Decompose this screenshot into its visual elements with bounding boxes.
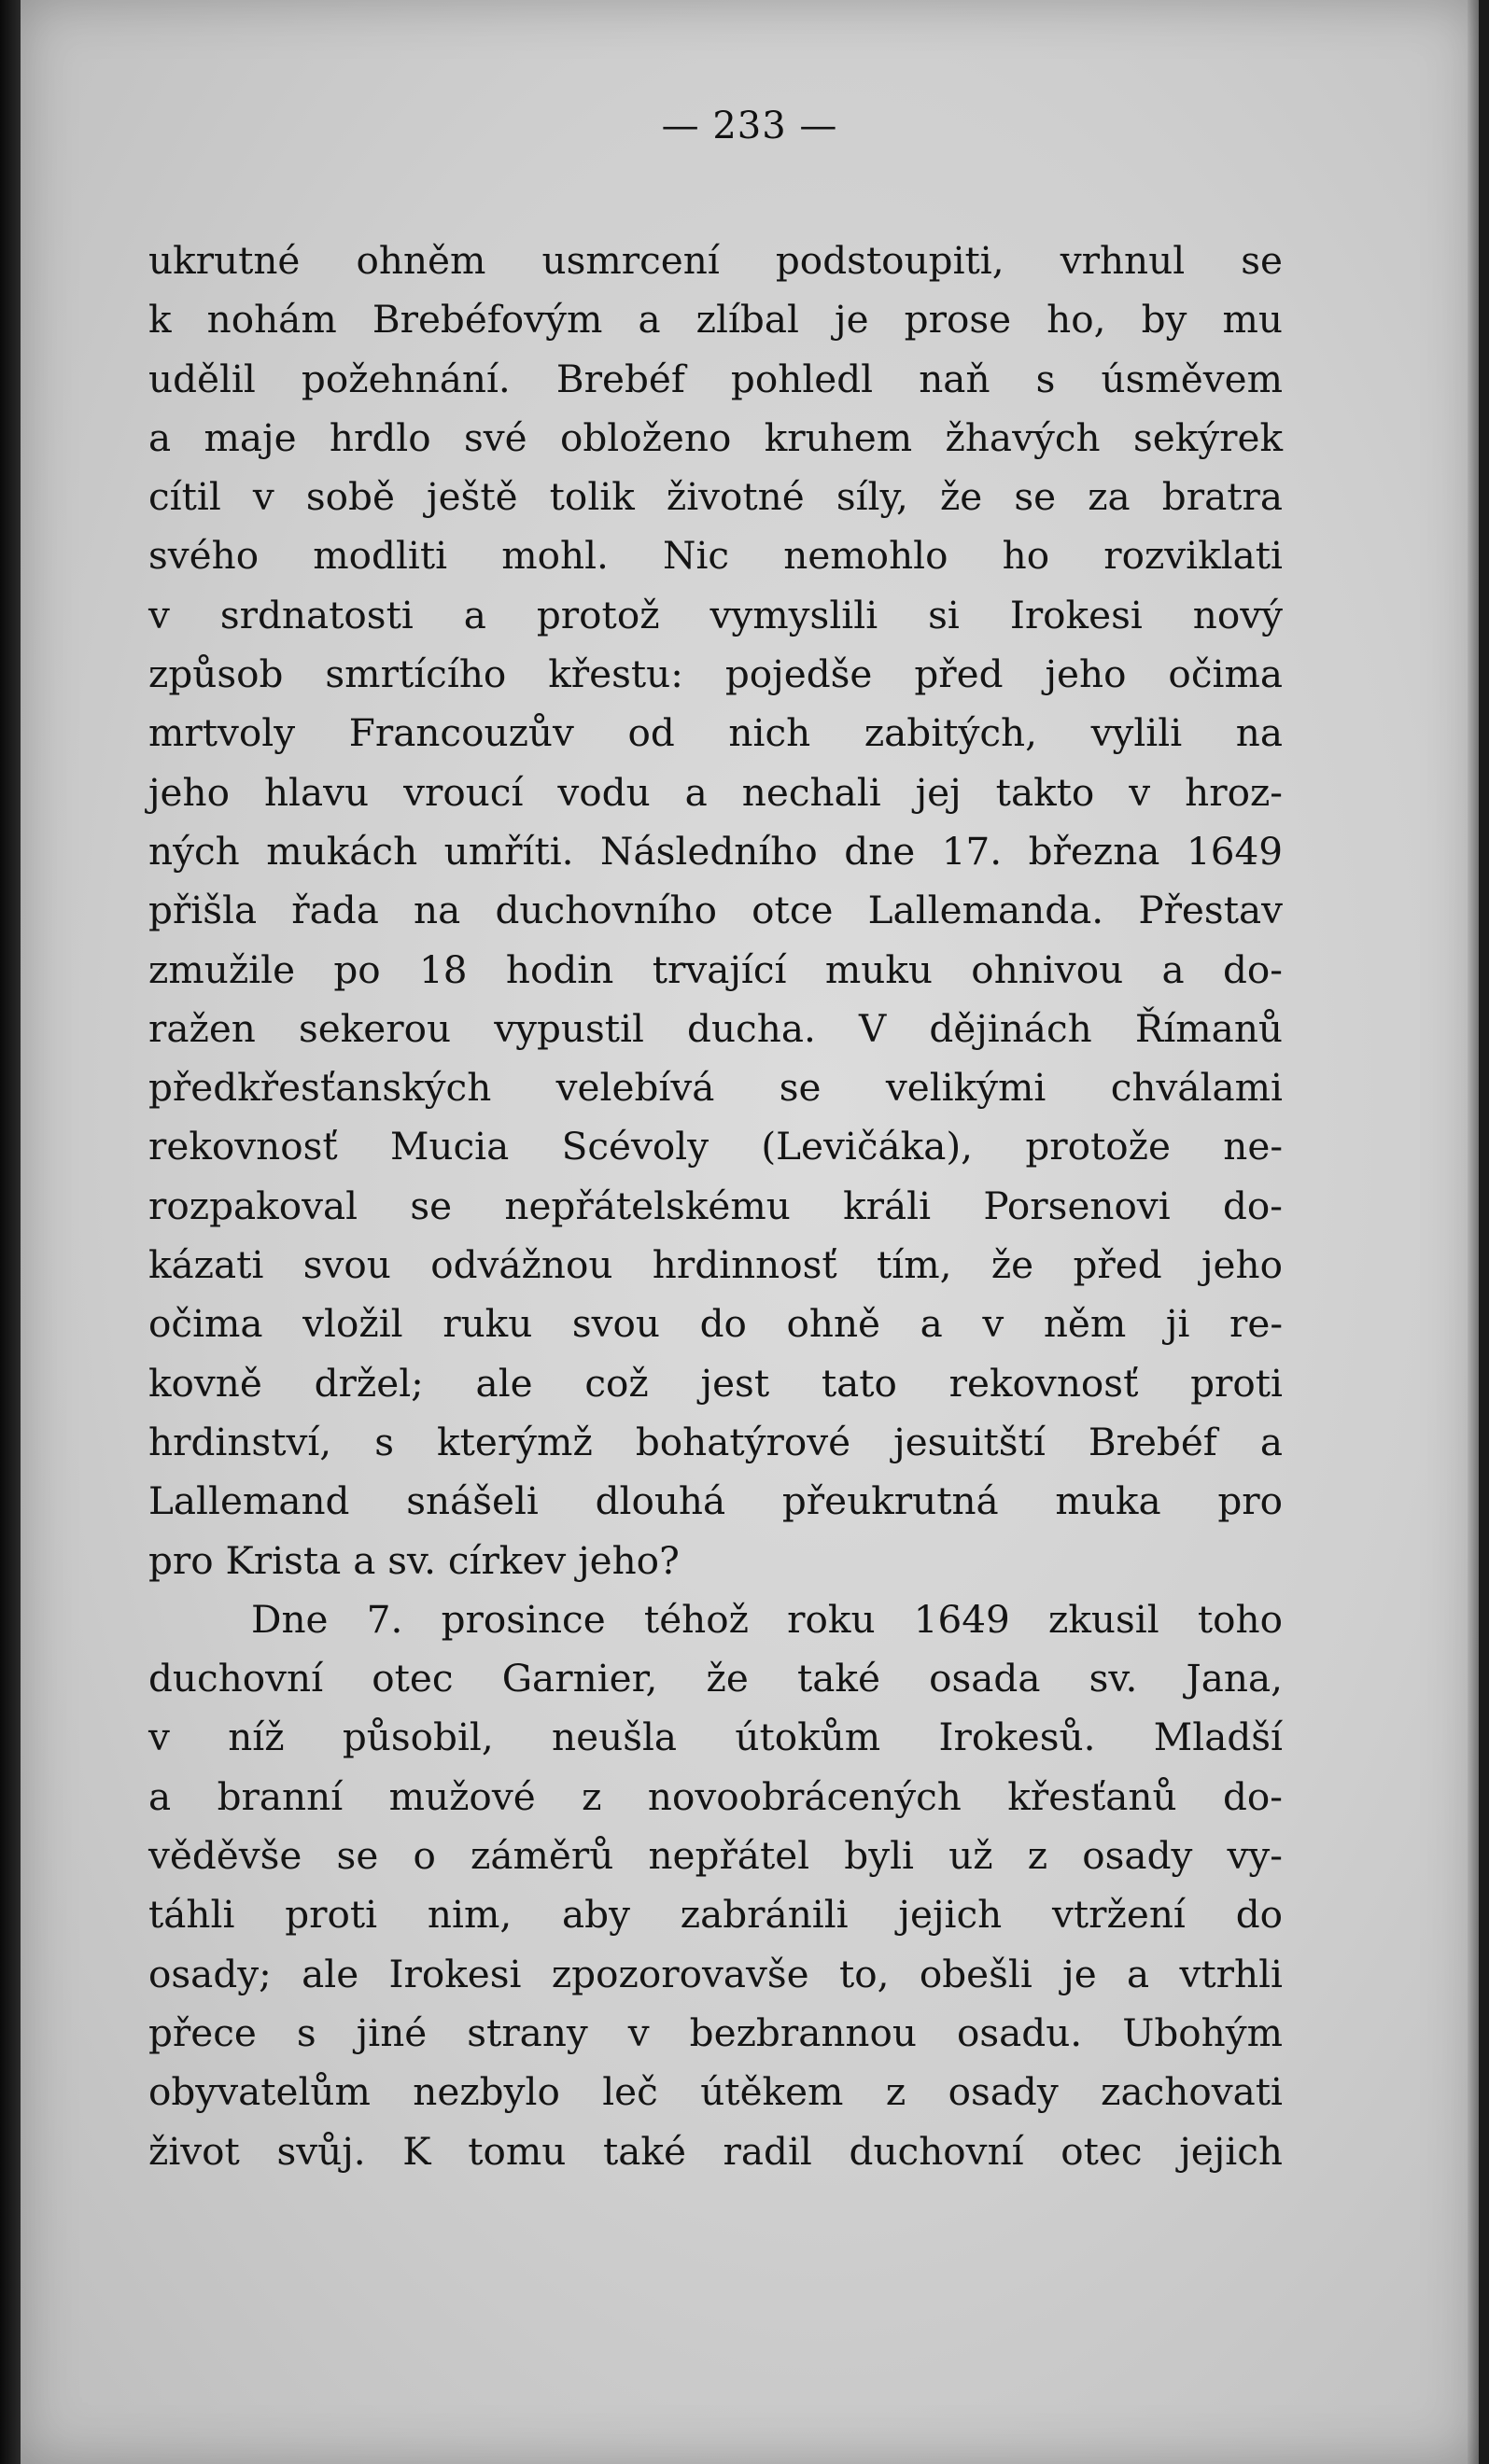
text-line: věděvše se o záměrů nepřátel byli už z osady vy- [148,1833,1283,1879]
text-line: zmužile po 18 hodin trvající muku ohnivou a do- [148,946,1283,992]
text-line: v níž působil, neušla útokům Irokesů. Mladší [148,1715,1283,1760]
text-line: duchovní otec Garnier, že také osada sv. Jana, [148,1656,1283,1701]
text-line: očima vložil ruku svou do ohně a v něm ji re- [148,1301,1283,1347]
text-line: Dne 7. prosince téhož roku 1649 zkusil toho [251,1596,1283,1642]
text-line: kázati svou odvážnou hrdinnosť tím, že před jeho [148,1242,1283,1288]
text-line: ukrutné ohněm usmrcení podstoupiti, vrhnul se [148,238,1283,283]
text-line: způsob smrtícího křestu: pojedše před jeho očima [148,651,1283,697]
text-line: pro Krista a sv. církev jeho? [148,1537,680,1583]
text-line: kovně držel; ale což jest tato rekovnosť proti [148,1360,1283,1406]
text-line: obyvatelům nezbylo leč útěkem z osady zachovati [148,2069,1283,2115]
text-line: mrtvoly Francouzův od nich zabitých, vylili na [148,710,1283,756]
text-line: osady; ale Irokesi zpozorovavše to, obešli je a vtrhli [148,1951,1283,1996]
text-line: předkřesťanských velebívá se velikými chválami [148,1065,1283,1111]
text-line: cítil v sobě ještě tolik životné síly, že se za bratra [148,474,1283,520]
text-line: přišla řada na duchovního otce Lallemanda. Přestav [148,888,1283,933]
text-line: rozpakoval se nepřátelskému králi Porsenovi do- [148,1183,1283,1228]
text-line: ných mukách umříti. Následního dne 17. března 1649 [148,828,1283,874]
book-page [21,0,1479,2464]
text-line: a maje hrdlo své obloženo kruhem žhavých sekýrek [148,414,1283,460]
page-edge-shadow [1468,0,1479,2464]
text-line: jeho hlavu vroucí vodu a nechali jej takto v hroz- [148,769,1283,815]
text-line: a branní mužové z novoobrácených křesťanů do- [148,1773,1283,1819]
text-line: hrdinství, s kterýmž bohatýrové jesuitští Brebéf a [148,1419,1283,1464]
body-text [148,231,1283,2181]
text-line: táhli proti nim, aby zabránili jejich vtržení do [148,1892,1283,1938]
page-number: — 233 — [661,105,838,147]
text-line: svého modliti mohl. Nic nemohlo ho rozviklati [148,533,1283,579]
text-line: udělil požehnání. Brebéf pohledl naň s úsměvem [148,356,1283,401]
book-spine-shadow [0,0,21,2464]
text-line: Lallemand snášeli dlouhá přeukrutná muka pro [148,1478,1283,1524]
text-line: život svůj. K tomu také radil duchovní otec jejich [148,2128,1283,2174]
text-line: k nohám Brebéfovým a zlíbal je prose ho, by mu [148,297,1283,343]
text-line: rekovnosť Mucia Scévoly (Levičáka), protože ne- [148,1124,1283,1169]
text-line: ražen sekerou vypustil ducha. V dějinách Římanů [148,1005,1283,1051]
text-line: přece s jiné strany v bezbrannou osadu. Ubohým [148,2009,1283,2055]
text-line: v srdnatosti a protož vymyslili si Irokesi nový [148,592,1283,637]
